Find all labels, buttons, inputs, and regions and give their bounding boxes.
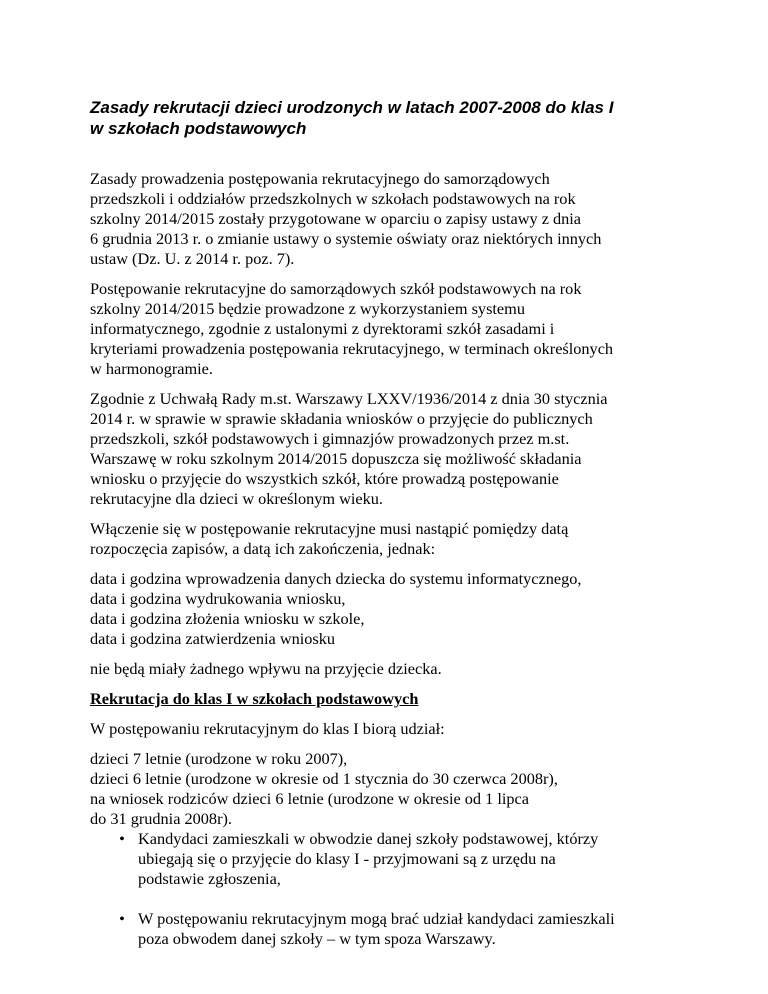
paragraph-dates-list (90, 569, 690, 649)
text-line: szkolny 2014/2015 będzie prowadzone z wykorzystaniem systemu (90, 299, 525, 318)
paragraph-legal-basis (90, 169, 690, 269)
text-line: data i godzina zatwierdzenia wniosku (90, 629, 336, 648)
text-line: na wniosek rodziców dzieci 6 letnie (urodzone w okresie od 1 lipca (90, 789, 529, 808)
paragraph-enrollment-period (90, 519, 690, 559)
bullet-icon: • (119, 909, 125, 928)
text-line: Postępowanie rekrutacyjne do samorządowych szkół podstawowych na rok (90, 279, 582, 298)
paragraph-participants-intro (90, 719, 690, 739)
text-line: data i godzina wydrukowania wniosku, (90, 589, 346, 608)
title-line: Zasady rekrutacji dzieci urodzonych w latach 2007-2008 do klas I (90, 98, 614, 117)
list-item (90, 909, 690, 949)
text-line: przedszkoli, szkół podstawowych i gimnazjów prowadzonych przez m.st. (90, 429, 570, 448)
text-line: rozpoczęcia zapisów, a datą ich zakończenia, jednak: (90, 539, 436, 558)
document-body (90, 169, 690, 949)
document-title (90, 97, 690, 139)
text-line: Kandydaci zamieszkali w obwodzie danej szkoły podstawowej, którzy (138, 829, 599, 848)
text-line: poza obwodem danej szkoły – w tym spoza Warszawy. (138, 929, 496, 948)
text-line: data i godzina wprowadzenia danych dziecka do systemu informatycznego, (90, 569, 582, 588)
text-line: Warszawę w roku szkolnym 2014/2015 dopuszcza się możliwość składania (90, 449, 582, 468)
paragraph-participants (90, 749, 690, 829)
text-line: szkolny 2014/2015 zostały przygotowane w oparciu o zapisy ustawy z dnia (90, 209, 582, 228)
text-line: 6 grudnia 2013 r. o zmianie ustawy o systemie oświaty oraz niektórych innych (90, 229, 602, 248)
document-page (90, 97, 690, 969)
bullet-icon: • (119, 829, 125, 848)
text-line: do 31 grudnia 2008r). (90, 809, 232, 828)
text-line: dzieci 7 letnie (urodzone w roku 2007), (90, 749, 348, 768)
text-line: Włączenie się w postępowanie rekrutacyjne musi nastąpić pomiędzy datą (90, 519, 569, 538)
text-line: przedszkoli i oddziałów przedszkolnych w szkołach podstawowych na rok (90, 189, 576, 208)
paragraph-resolution (90, 389, 690, 509)
text-line: W postępowaniu rekrutacyjnym mogą brać udział kandydaci zamieszkali (138, 909, 615, 928)
text-line: w harmonogramie. (90, 359, 213, 378)
bullet-list (90, 829, 690, 949)
text-line: podstawie zgłoszenia, (138, 869, 281, 888)
title-line: w szkołach podstawowych (90, 119, 307, 138)
text-line: W postępowaniu rekrutacyjnym do klas I biorą udział: (90, 719, 445, 738)
text-line: dzieci 6 letnie (urodzone w okresie od 1 stycznia do 30 czerwca 2008r), (90, 769, 558, 788)
section-heading: Rekrutacja do klas I w szkołach podstawowych (90, 689, 419, 708)
text-line: data i godzina złożenia wniosku w szkole, (90, 609, 365, 628)
text-line: nie będą miały żadnego wpływu na przyjęcie dziecka. (90, 659, 442, 678)
text-line: Zasady prowadzenia postępowania rekrutacyjnego do samorządowych (90, 169, 550, 188)
text-line: kryteriami prowadzenia postępowania rekrutacyjnego, w terminach określonych (90, 339, 614, 358)
text-line: informatycznego, zgodnie z ustalonymi z dyrektorami szkół zasadami i (90, 319, 555, 338)
list-item (90, 829, 690, 889)
text-line: 2014 r. w sprawie w sprawie składania wniosków o przyjęcie do publicznych (90, 409, 593, 428)
paragraph-it-system (90, 279, 690, 379)
text-line: wniosku o przyjęcie do wszystkich szkół, które prowadzą postępowanie (90, 469, 559, 488)
paragraph-no-influence (90, 659, 690, 679)
text-line: ustaw (Dz. U. z 2014 r. poz. 7). (90, 249, 295, 268)
text-line: Zgodnie z Uchwałą Rady m.st. Warszawy LXXV/1936/2014 z dnia 30 stycznia (90, 389, 608, 408)
text-line: rekrutacyjne dla dzieci w określonym wieku. (90, 489, 383, 508)
text-line: ubiegają się o przyjęcie do klasy I - przyjmowani są z urzędu na (138, 849, 556, 868)
